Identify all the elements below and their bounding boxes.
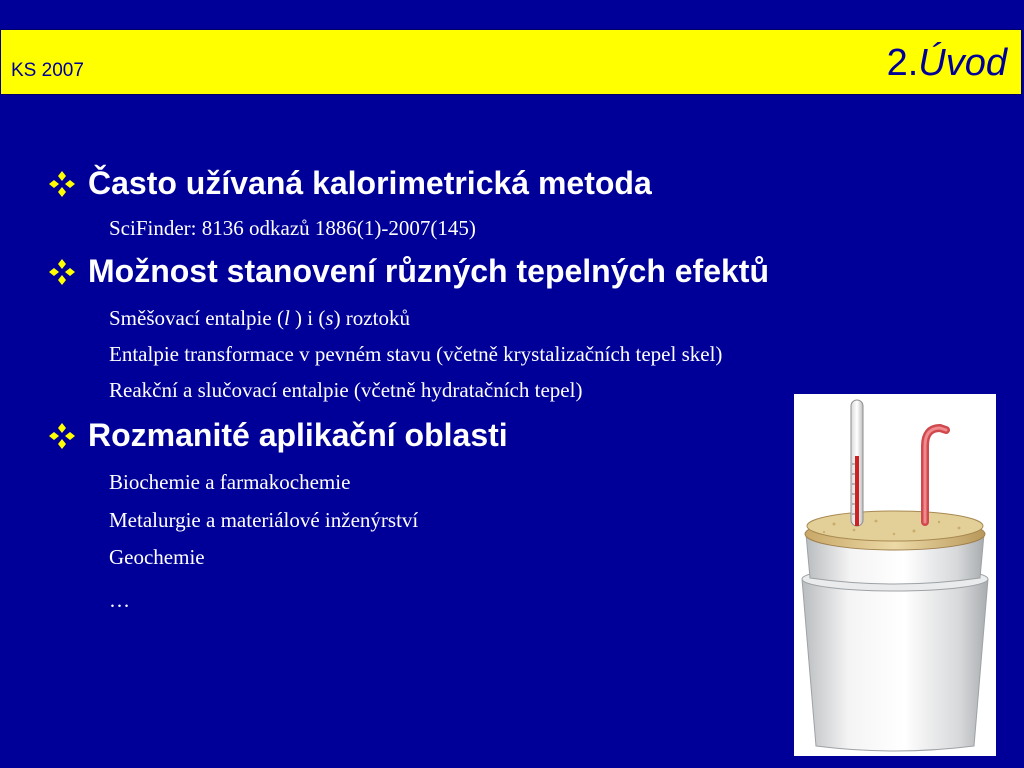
sub-item-mixing-enthalpy <box>109 306 410 331</box>
slide-title-number: 2. <box>886 42 919 84</box>
mixing-suffix: ) roztoků <box>333 306 410 330</box>
sub-item-scifinder: SciFinder: 8136 odkazů 1886(1)-2007(145) <box>109 216 476 240</box>
header-course-label: KS 2007 <box>11 60 84 81</box>
bullet-text-1: Často užívaná kalorimetrická metoda <box>88 165 652 201</box>
calorimeter-illustration <box>794 394 996 756</box>
sub-item-ellipsis: … <box>109 588 130 612</box>
sub-item-metallurgy: Metalurgie a materiálové inženýrství <box>109 508 419 532</box>
header-bar <box>0 29 1022 95</box>
mixing-prefix: Směšovací entalpie ( <box>109 306 284 330</box>
sub-item-biochemistry: Biochemie a farmakochemie <box>109 470 351 494</box>
mixing-solid-symbol: s <box>325 306 334 330</box>
bullet-text-3: Rozmanité aplikační oblasti <box>88 417 508 453</box>
sub-item-transformation: Entalpie transformace v pevném stavu (včetně krystalizačních tepel skel) <box>109 342 723 366</box>
four-diamond-bullet-icon <box>46 168 78 200</box>
bullet-text-2: Možnost stanovení různých tepelných efektů <box>88 253 769 289</box>
mixing-liquid-symbol: l <box>283 306 290 330</box>
mixing-mid: ) i ( <box>289 306 326 330</box>
slide-title-word: Úvod <box>918 42 1007 84</box>
bullet-item-1 <box>46 165 652 202</box>
bullet-item-3 <box>46 417 508 454</box>
bullet-item-2 <box>46 253 769 290</box>
sub-item-geochemistry: Geochemie <box>109 545 205 569</box>
four-diamond-bullet-icon <box>46 420 78 452</box>
sub-item-reaction: Reakční a slučovací entalpie (včetně hydratačních tepel) <box>109 378 583 402</box>
slide-title <box>887 42 1007 85</box>
four-diamond-bullet-icon <box>46 256 78 288</box>
coffee-cup-calorimeter-image <box>794 394 996 756</box>
